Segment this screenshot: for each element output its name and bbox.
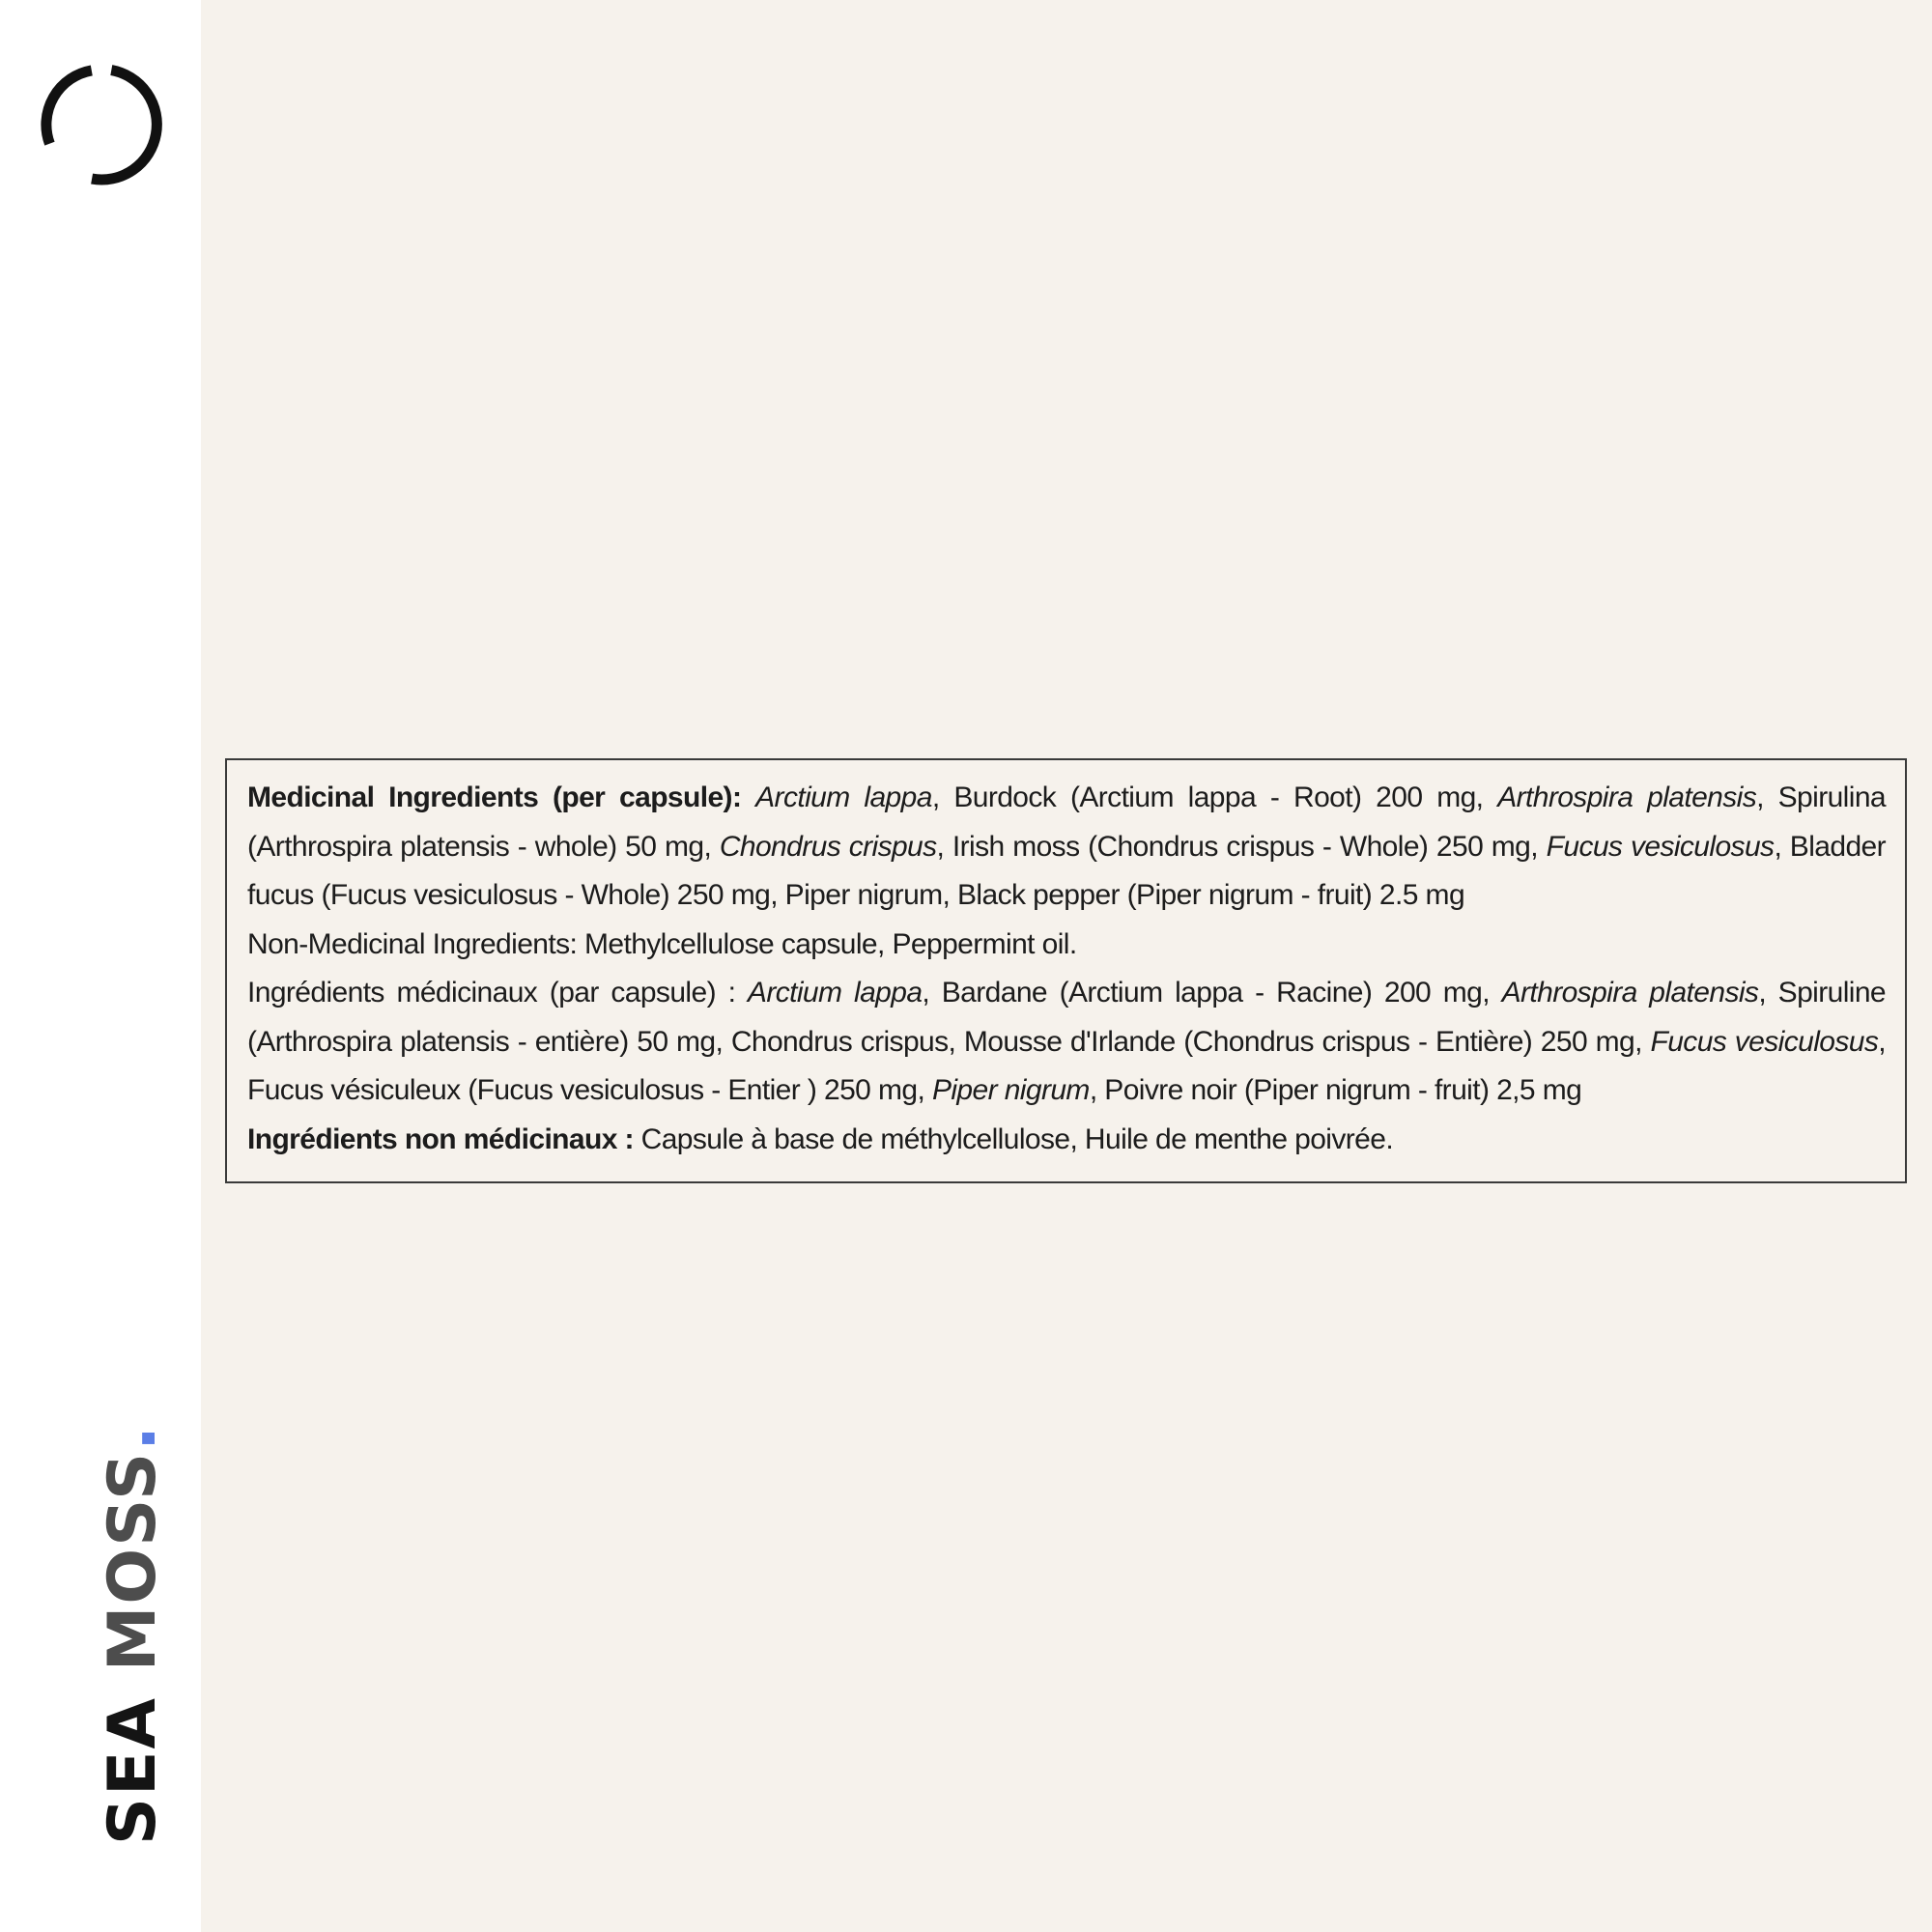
ingredient-text: , Bardane (Arctium lappa - Racine) 200 mg, (922, 977, 1502, 1009)
ingredient-text: , Burdock (Arctium lappa - Root) 200 mg, (931, 781, 1498, 813)
ingredient-text: , Poivre noir (Piper nigrum - fruit) 2,5 mg (1089, 1074, 1582, 1106)
ingredients-label-box (225, 758, 1907, 1183)
latin-name: Arthrospira platensis (1501, 977, 1759, 1009)
medicinal-heading-en: Medicinal Ingredients (per capsule): (247, 781, 742, 813)
ingredient-text: , Fucus vésiculeux (Fucus vesiculosus - Entier ) 250 mg, (247, 1025, 1887, 1106)
non-medicinal-text-fr: Capsule à base de méthylcellulose, Huile de menthe poivrée. (640, 1122, 1394, 1155)
ingredient-text: , Spiruline (Arthrospira platensis - entière) 50 mg, Chondrus crispus, Mousse d'Irlande (Chondrus crispus - Entière) 250 mg, (247, 977, 1886, 1058)
brand-wordmark (95, 1424, 171, 1845)
latin-name: Arctium lappa (755, 781, 932, 813)
ingredient-text: , Spirulina (Arthrospira platensis - whole) 50 mg, (247, 781, 1886, 863)
medicinal-heading-fr: Ingrédients médicinaux (par capsule) : (247, 977, 748, 1009)
medicinal-ingredients-en (247, 774, 1886, 921)
open-circle-logo-icon (41, 64, 162, 185)
latin-name: Arctium lappa (747, 977, 923, 1009)
brand-name-part1: SEA (95, 1695, 171, 1845)
latin-name: Chondrus crispus (719, 830, 937, 863)
non-medicinal-ingredients-en: Non-Medicinal Ingredients: Methylcellulose capsule, Peppermint oil. (247, 927, 1077, 960)
non-medicinal-heading-fr: Ingrédients non médicinaux : (247, 1122, 641, 1155)
latin-name: Piper nigrum (931, 1074, 1090, 1106)
sidebar (0, 0, 201, 1932)
medicinal-ingredients-fr (247, 969, 1886, 1116)
ingredient-text: , Irish moss (Chondrus crispus - Whole) 250 mg, (936, 830, 1547, 863)
ingredient-text: , Bladder fucus (Fucus vesiculosus - Whole) 250 mg, Piper nigrum, Black pepper (Piper nigrum - fruit) 2.5 mg (247, 830, 1887, 911)
non-medicinal-ingredients-fr (247, 1116, 1886, 1165)
brand-name-part2: MOSS (95, 1450, 171, 1672)
main-area (201, 0, 1932, 1932)
brand-dot: . (95, 1424, 171, 1451)
latin-name: Arthrospira platensis (1497, 781, 1757, 813)
latin-name: Fucus vesiculosus (1546, 830, 1775, 863)
latin-name: Fucus vesiculosus (1650, 1025, 1879, 1058)
